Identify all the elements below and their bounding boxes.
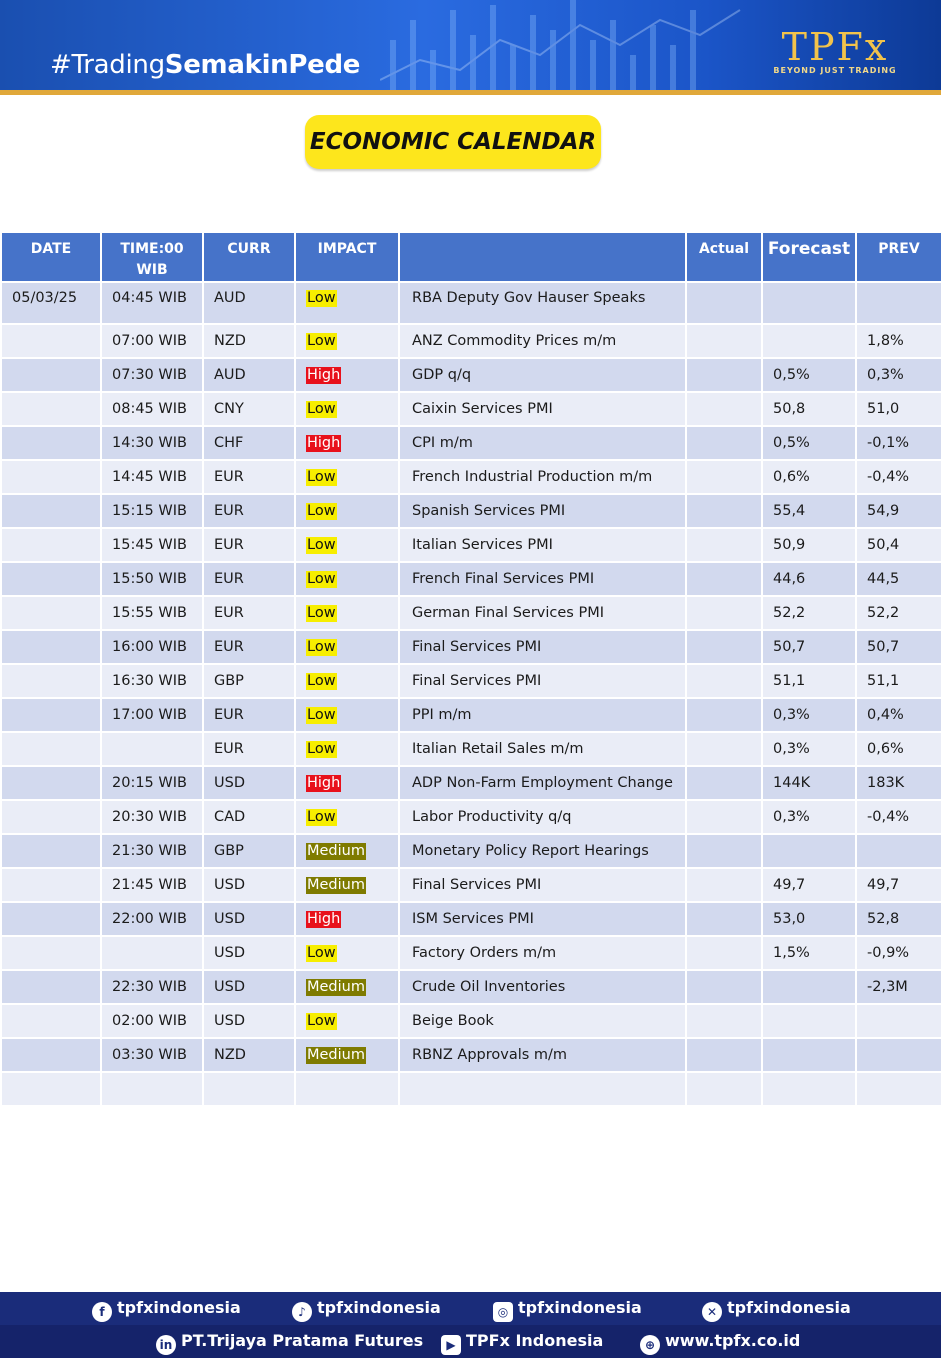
cell-date: [1, 528, 101, 562]
linkedin-link[interactable]: [156, 1330, 423, 1355]
cell-impact: [295, 392, 399, 426]
impact-badge: Low: [307, 672, 336, 689]
cell-time: 15:15 WIB: [101, 494, 203, 528]
cell-actual: [686, 1072, 762, 1106]
cell-actual: [686, 766, 762, 800]
table-row: [1, 596, 941, 630]
cell-forecast: 0,3%: [762, 800, 856, 834]
cell-impact: [295, 426, 399, 460]
cell-event: Caixin Services PMI: [399, 392, 686, 426]
table-row: [1, 1004, 941, 1038]
cell-forecast: 50,7: [762, 630, 856, 664]
cell-time: 16:30 WIB: [101, 664, 203, 698]
impact-badge: Medium: [307, 978, 365, 995]
cell-date: [1, 324, 101, 358]
impact-badge: Low: [307, 740, 336, 757]
cell-impact: [295, 494, 399, 528]
impact-badge: Low: [307, 502, 336, 519]
cell-impact: [295, 460, 399, 494]
cell-impact: [295, 324, 399, 358]
impact-badge: Medium: [307, 842, 365, 859]
cell-date: [1, 494, 101, 528]
cell-forecast: 0,5%: [762, 358, 856, 392]
tiktok-icon: ♪: [292, 1302, 312, 1322]
cell-curr: NZD: [203, 324, 295, 358]
table-row: [1, 494, 941, 528]
cell-curr: EUR: [203, 698, 295, 732]
cell-time: 15:45 WIB: [101, 528, 203, 562]
cell-forecast: 0,3%: [762, 698, 856, 732]
cell-actual: [686, 460, 762, 494]
cell-event: Labor Productivity q/q: [399, 800, 686, 834]
cell-time: 15:55 WIB: [101, 596, 203, 630]
impact-badge: Low: [307, 1012, 336, 1029]
cell-prev: -0,1%: [856, 426, 941, 460]
website-link[interactable]: [640, 1330, 800, 1355]
col-time-line2: WIB: [136, 262, 168, 278]
cell-event: Spanish Services PMI: [399, 494, 686, 528]
cell-forecast: 49,7: [762, 868, 856, 902]
cell-date: [1, 664, 101, 698]
cell-prev: 1,8%: [856, 324, 941, 358]
cell-event: ADP Non-Farm Employment Change: [399, 766, 686, 800]
cell-curr: USD: [203, 1004, 295, 1038]
cell-event: RBNZ Approvals m/m: [399, 1038, 686, 1072]
cell-curr: [203, 1072, 295, 1106]
cell-impact: [295, 698, 399, 732]
globe-icon: ⊕: [640, 1335, 660, 1355]
cell-curr: USD: [203, 902, 295, 936]
cell-time: 07:00 WIB: [101, 324, 203, 358]
cell-curr: EUR: [203, 596, 295, 630]
cell-time: 21:30 WIB: [101, 834, 203, 868]
tpfx-logo[interactable]: [765, 26, 905, 81]
cell-forecast: 52,2: [762, 596, 856, 630]
hashtag-prefix: #Trading: [50, 50, 165, 80]
cell-forecast: 1,5%: [762, 936, 856, 970]
cell-impact: [295, 868, 399, 902]
table-row: [1, 732, 941, 766]
cell-prev: [856, 282, 941, 324]
table-row: [1, 766, 941, 800]
cell-curr: AUD: [203, 282, 295, 324]
cell-date: [1, 970, 101, 1004]
footer-row-1: [0, 1292, 941, 1325]
cell-impact: [295, 664, 399, 698]
table-row: [1, 528, 941, 562]
x-handle: tpfxindonesia: [727, 1298, 851, 1317]
cell-date: [1, 426, 101, 460]
cell-actual: [686, 1004, 762, 1038]
cell-prev: [856, 1072, 941, 1106]
cell-impact: [295, 1004, 399, 1038]
cell-actual: [686, 426, 762, 460]
cell-actual: [686, 664, 762, 698]
cell-time: 16:00 WIB: [101, 630, 203, 664]
cell-forecast: [762, 1004, 856, 1038]
cell-actual: [686, 562, 762, 596]
table-row: [1, 1038, 941, 1072]
cell-impact: [295, 282, 399, 324]
cell-prev: 51,0: [856, 392, 941, 426]
cell-prev: -0,9%: [856, 936, 941, 970]
impact-badge: High: [307, 774, 341, 791]
cell-actual: [686, 970, 762, 1004]
col-curr: CURR: [203, 232, 295, 282]
cell-actual: [686, 732, 762, 766]
table-row: [1, 630, 941, 664]
cell-date: [1, 902, 101, 936]
cell-prev: 49,7: [856, 868, 941, 902]
cell-date: [1, 630, 101, 664]
tiktok-link[interactable]: [292, 1297, 441, 1322]
cell-forecast: 51,1: [762, 664, 856, 698]
cell-date: [1, 460, 101, 494]
table-row: [1, 282, 941, 324]
col-time: [101, 232, 203, 282]
table-row: [1, 970, 941, 1004]
cell-date: [1, 392, 101, 426]
col-actual: Actual: [686, 232, 762, 282]
cell-impact: [295, 732, 399, 766]
impact-badge: Low: [307, 638, 336, 655]
cell-actual: [686, 902, 762, 936]
linkedin-name: PT.Trijaya Pratama Futures: [181, 1331, 424, 1350]
cell-date: [1, 936, 101, 970]
table-row: [1, 698, 941, 732]
cell-actual: [686, 936, 762, 970]
cell-impact: [295, 630, 399, 664]
website-url: www.tpfx.co.id: [665, 1331, 801, 1350]
cell-curr: USD: [203, 868, 295, 902]
hashtag-text: [50, 50, 360, 80]
cell-time: [101, 732, 203, 766]
tiktok-handle: tpfxindonesia: [317, 1298, 441, 1317]
facebook-icon: f: [92, 1302, 112, 1322]
impact-badge: High: [307, 434, 341, 451]
cell-actual: [686, 800, 762, 834]
cell-actual: [686, 358, 762, 392]
cell-actual: [686, 596, 762, 630]
cell-date: [1, 834, 101, 868]
cell-prev: 44,5: [856, 562, 941, 596]
cell-time: 20:30 WIB: [101, 800, 203, 834]
cell-date: [1, 1038, 101, 1072]
impact-badge: Low: [307, 570, 336, 587]
cell-prev: -0,4%: [856, 460, 941, 494]
footer-row-2: [0, 1325, 941, 1358]
cell-actual: [686, 630, 762, 664]
cell-event: Crude Oil Inventories: [399, 970, 686, 1004]
cell-curr: NZD: [203, 1038, 295, 1072]
cell-curr: EUR: [203, 460, 295, 494]
cell-date: [1, 766, 101, 800]
cell-event: Final Services PMI: [399, 630, 686, 664]
cell-time: 20:15 WIB: [101, 766, 203, 800]
cell-time: 15:50 WIB: [101, 562, 203, 596]
instagram-icon: ◎: [493, 1302, 513, 1322]
impact-badge: High: [307, 366, 341, 383]
cell-impact: [295, 562, 399, 596]
facebook-link[interactable]: [92, 1297, 241, 1322]
cell-prev: 183K: [856, 766, 941, 800]
impact-badge: Low: [307, 706, 336, 723]
col-time-line1: TIME:00: [120, 241, 184, 257]
cell-time: [101, 1072, 203, 1106]
cell-impact: [295, 766, 399, 800]
cell-time: 08:45 WIB: [101, 392, 203, 426]
facebook-handle: tpfxindonesia: [117, 1298, 241, 1317]
impact-badge: Low: [307, 536, 336, 553]
cell-time: [101, 936, 203, 970]
cell-actual: [686, 1038, 762, 1072]
economic-calendar-table: [0, 231, 941, 1107]
cell-prev: -0,4%: [856, 800, 941, 834]
cell-prev: 50,7: [856, 630, 941, 664]
cell-curr: EUR: [203, 630, 295, 664]
cell-time: 02:00 WIB: [101, 1004, 203, 1038]
cell-forecast: 50,8: [762, 392, 856, 426]
cell-actual: [686, 392, 762, 426]
cell-curr: CNY: [203, 392, 295, 426]
header-gold-stripe: [0, 90, 941, 95]
cell-event: CPI m/m: [399, 426, 686, 460]
cell-time: 14:45 WIB: [101, 460, 203, 494]
cell-event: German Final Services PMI: [399, 596, 686, 630]
cell-impact: [295, 1038, 399, 1072]
cell-event: Italian Retail Sales m/m: [399, 732, 686, 766]
cell-curr: EUR: [203, 494, 295, 528]
cell-forecast: [762, 970, 856, 1004]
table-row: [1, 1072, 941, 1106]
cell-prev: 54,9: [856, 494, 941, 528]
cell-event: [399, 1072, 686, 1106]
cell-time: 14:30 WIB: [101, 426, 203, 460]
table-row: [1, 936, 941, 970]
cell-date: [1, 358, 101, 392]
table-header-row: [1, 232, 941, 282]
instagram-handle: tpfxindonesia: [518, 1298, 642, 1317]
cell-event: GDP q/q: [399, 358, 686, 392]
cell-date: [1, 868, 101, 902]
table-row: [1, 834, 941, 868]
cell-forecast: 0,6%: [762, 460, 856, 494]
cell-date: [1, 1004, 101, 1038]
footer-social-bar: [0, 1292, 941, 1358]
cell-event: Factory Orders m/m: [399, 936, 686, 970]
impact-badge: Low: [307, 400, 336, 417]
instagram-link[interactable]: [493, 1297, 642, 1322]
linkedin-icon: in: [156, 1335, 176, 1355]
cell-actual: [686, 698, 762, 732]
col-date: DATE: [1, 232, 101, 282]
cell-date: 05/03/25: [1, 282, 101, 324]
impact-badge: Low: [307, 944, 336, 961]
cell-prev: [856, 1004, 941, 1038]
cell-forecast: 0,3%: [762, 732, 856, 766]
cell-curr: CAD: [203, 800, 295, 834]
cell-event: Final Services PMI: [399, 868, 686, 902]
cell-event: Italian Services PMI: [399, 528, 686, 562]
cell-forecast: 0,5%: [762, 426, 856, 460]
col-impact: IMPACT: [295, 232, 399, 282]
cell-date: [1, 732, 101, 766]
cell-actual: [686, 868, 762, 902]
cell-prev: [856, 1038, 941, 1072]
cell-prev: 50,4: [856, 528, 941, 562]
chart-bars-decoration: [380, 0, 760, 95]
cell-curr: GBP: [203, 834, 295, 868]
table-row: [1, 868, 941, 902]
impact-badge: Medium: [307, 876, 365, 893]
cell-actual: [686, 282, 762, 324]
col-forecast: Forecast: [762, 232, 856, 282]
cell-event: PPI m/m: [399, 698, 686, 732]
cell-prev: 51,1: [856, 664, 941, 698]
cell-curr: EUR: [203, 528, 295, 562]
cell-impact: [295, 834, 399, 868]
cell-prev: 0,4%: [856, 698, 941, 732]
cell-prev: 0,3%: [856, 358, 941, 392]
cell-forecast: [762, 282, 856, 324]
page-title: ECONOMIC CALENDAR: [305, 115, 601, 169]
header-banner: [0, 0, 941, 95]
cell-impact: [295, 596, 399, 630]
cell-curr: USD: [203, 936, 295, 970]
cell-prev: 0,6%: [856, 732, 941, 766]
cell-forecast: 55,4: [762, 494, 856, 528]
cell-event: RBA Deputy Gov Hauser Speaks: [399, 282, 686, 324]
cell-prev: -2,3M: [856, 970, 941, 1004]
cell-impact: [295, 936, 399, 970]
cell-prev: 52,2: [856, 596, 941, 630]
table-row: [1, 664, 941, 698]
cell-date: [1, 562, 101, 596]
impact-badge: Low: [307, 604, 336, 621]
table-row: [1, 902, 941, 936]
cell-impact: [295, 902, 399, 936]
table-row: [1, 562, 941, 596]
cell-impact: [295, 528, 399, 562]
cell-event: Beige Book: [399, 1004, 686, 1038]
logo-mark: TPFx: [781, 25, 889, 69]
youtube-link[interactable]: [441, 1330, 603, 1355]
x-icon: ✕: [702, 1302, 722, 1322]
cell-event: ANZ Commodity Prices m/m: [399, 324, 686, 358]
cell-prev: [856, 834, 941, 868]
table-row: [1, 800, 941, 834]
col-prev: PREV: [856, 232, 941, 282]
cell-time: 07:30 WIB: [101, 358, 203, 392]
table-row: [1, 392, 941, 426]
cell-impact: [295, 800, 399, 834]
cell-time: 04:45 WIB: [101, 282, 203, 324]
cell-time: 17:00 WIB: [101, 698, 203, 732]
cell-impact: [295, 358, 399, 392]
cell-curr: AUD: [203, 358, 295, 392]
hashtag-bold: SemakinPede: [164, 50, 361, 80]
cell-curr: USD: [203, 766, 295, 800]
cell-event: Monetary Policy Report Hearings: [399, 834, 686, 868]
cell-forecast: [762, 834, 856, 868]
cell-forecast: 50,9: [762, 528, 856, 562]
cell-time: 21:45 WIB: [101, 868, 203, 902]
cell-curr: GBP: [203, 664, 295, 698]
cell-prev: 52,8: [856, 902, 941, 936]
cell-event: French Industrial Production m/m: [399, 460, 686, 494]
col-event: [399, 232, 686, 282]
cell-date: [1, 1072, 101, 1106]
cell-date: [1, 698, 101, 732]
table-row: [1, 358, 941, 392]
impact-badge: Low: [307, 332, 336, 349]
cell-date: [1, 800, 101, 834]
impact-badge: Low: [307, 468, 336, 485]
cell-curr: CHF: [203, 426, 295, 460]
cell-event: ISM Services PMI: [399, 902, 686, 936]
cell-forecast: 144K: [762, 766, 856, 800]
cell-time: 22:30 WIB: [101, 970, 203, 1004]
cell-forecast: [762, 1072, 856, 1106]
table-row: [1, 460, 941, 494]
cell-impact: [295, 1072, 399, 1106]
logo-tagline: BEYOND JUST TRADING: [773, 66, 897, 75]
calendar-rows: [1, 282, 941, 1106]
cell-forecast: [762, 324, 856, 358]
cell-forecast: 53,0: [762, 902, 856, 936]
impact-badge: High: [307, 910, 341, 927]
impact-badge: Low: [307, 808, 336, 825]
cell-curr: USD: [203, 970, 295, 1004]
table-row: [1, 426, 941, 460]
cell-time: 22:00 WIB: [101, 902, 203, 936]
cell-event: Final Services PMI: [399, 664, 686, 698]
table-row: [1, 324, 941, 358]
cell-forecast: 44,6: [762, 562, 856, 596]
cell-time: 03:30 WIB: [101, 1038, 203, 1072]
cell-actual: [686, 834, 762, 868]
impact-badge: Low: [307, 290, 336, 306]
youtube-name: TPFx Indonesia: [466, 1331, 604, 1350]
cell-curr: EUR: [203, 732, 295, 766]
cell-actual: [686, 494, 762, 528]
impact-badge: Medium: [307, 1046, 365, 1063]
cell-actual: [686, 324, 762, 358]
x-link[interactable]: [702, 1297, 851, 1322]
cell-curr: EUR: [203, 562, 295, 596]
cell-forecast: [762, 1038, 856, 1072]
cell-date: [1, 596, 101, 630]
cell-event: French Final Services PMI: [399, 562, 686, 596]
youtube-icon: ▶: [441, 1335, 461, 1355]
cell-impact: [295, 970, 399, 1004]
cell-actual: [686, 528, 762, 562]
